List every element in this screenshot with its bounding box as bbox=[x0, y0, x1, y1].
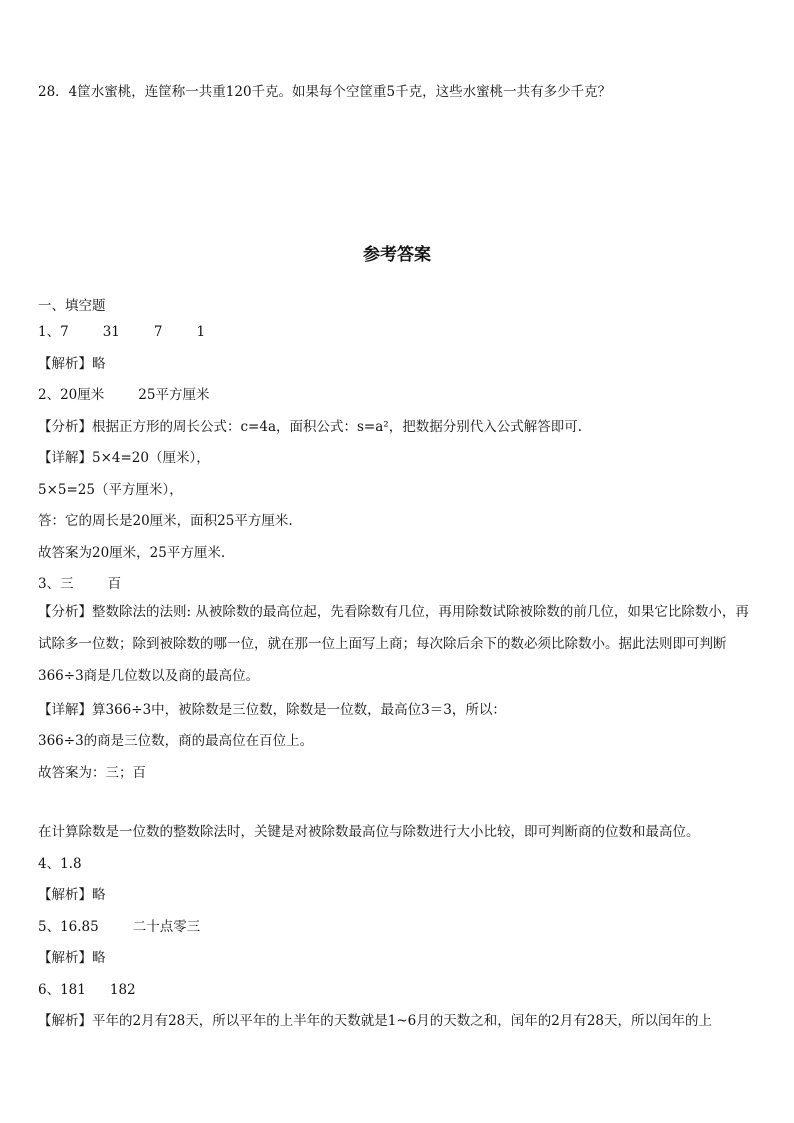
answer-2-line-2: 5×5=25（平方厘米）， bbox=[38, 482, 183, 498]
answer-2-value-2: 25平方厘米 bbox=[138, 387, 210, 403]
answer-5-value-1: 5、16.85 bbox=[38, 919, 99, 935]
answer-6-value-1: 6、181 bbox=[38, 982, 86, 998]
answer-6 bbox=[38, 980, 136, 1000]
answer-1-value-3: 7 bbox=[153, 324, 163, 340]
answer-3-fenxi: 【分析】整数除法的法则: 从被除数的最高位起，先看除数有几位，再用除数试除被除数的前几位，如果它比除数小，再试除多一位数；除到被除数的哪一位，就在那一位上面写上商；每次除后余下的数必须比除数小。据此法则即可判断366÷3商是几位数以及商的最高位。 bbox=[38, 604, 749, 684]
answer-2-fenxi: 【分析】根据正方形的周长公式：c=4a，面积公式：s=a²，把数据分别代入公式解答即可. bbox=[38, 419, 583, 435]
answer-1-value-2: 31 bbox=[102, 324, 120, 340]
answer-2-value-1: 2、20厘米 bbox=[38, 387, 105, 403]
answer-2-xiangjie: 【详解】5×4=20（厘米）， bbox=[38, 450, 210, 466]
answer-title: 参考答案 bbox=[363, 245, 431, 265]
answer-3-line-2: 366÷3的商是三位数，商的最高位在百位上。 bbox=[38, 733, 314, 749]
answer-1 bbox=[38, 322, 205, 342]
answer-1-value-1: 1、7 bbox=[38, 324, 69, 340]
answer-3-value-1: 3、三 bbox=[38, 576, 74, 592]
answer-4: 4、1.8 bbox=[38, 856, 82, 872]
question-28: 28．4筐水蜜桃，连筐称一共重120千克。如果每个空筐重5千克，这些水蜜桃一共有多少千克？ bbox=[38, 84, 612, 100]
answer-6-value-2: 182 bbox=[109, 982, 136, 998]
answer-2 bbox=[38, 385, 209, 405]
section-heading: 一、填空题 bbox=[38, 298, 106, 314]
answer-5 bbox=[38, 917, 200, 937]
answer-4-jiexi: 【解析】略 bbox=[38, 887, 106, 903]
answer-3-xiangjie: 【详解】算366÷3中，被除数是三位数，除数是一位数，最高位3＝3，所以： bbox=[38, 702, 506, 718]
answer-1-jiexi: 【解析】略 bbox=[38, 356, 106, 372]
answer-3-line-3: 故答案为：三；百 bbox=[38, 765, 146, 781]
answer-2-line-3: 答：它的周长是20厘米，面积25平方厘米. bbox=[38, 513, 293, 529]
answer-3-value-2: 百 bbox=[107, 576, 122, 592]
answer-5-jiexi: 【解析】略 bbox=[38, 950, 106, 966]
answer-3 bbox=[38, 574, 121, 594]
answer-5-value-2: 二十点零三 bbox=[132, 919, 201, 935]
answer-3-summary: 在计算除数是一位数的整数除法时，关键是对被除数最高位与除数进行大小比较，即可判断商的位数和最高位。 bbox=[38, 824, 700, 840]
answer-2-line-4: 故答案为20厘米，25平方厘米. bbox=[38, 545, 226, 561]
answer-6-jiexi: 【解析】平年的2月有28天，所以平年的上半年的天数就是1~6月的天数之和，闰年的2月有28天，所以闰年的上 bbox=[38, 1013, 713, 1029]
answer-1-value-4: 1 bbox=[196, 324, 206, 340]
